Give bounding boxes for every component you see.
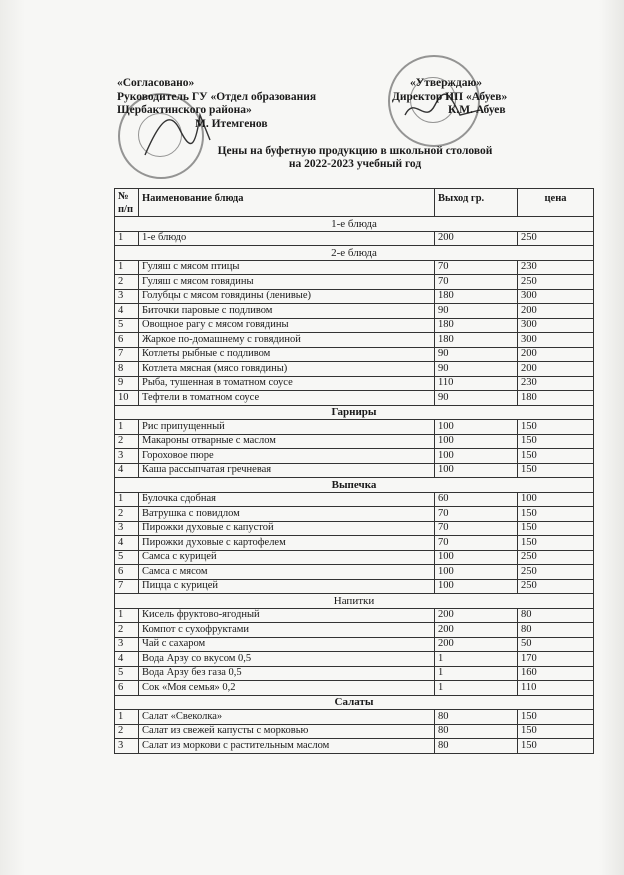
- dish-price: 250: [518, 550, 594, 565]
- document-title: [205, 145, 505, 171]
- dish-yield: 80: [435, 724, 518, 739]
- dish-yield: 1: [435, 681, 518, 696]
- dish-price: 150: [518, 434, 594, 449]
- row-number: 4: [115, 536, 139, 551]
- dish-name: Пирожки духовые с картофелем: [139, 536, 435, 551]
- dish-price: 150: [518, 507, 594, 522]
- dish-name: Котлеты рыбные с подливом: [139, 347, 435, 362]
- row-number: 6: [115, 681, 139, 696]
- confirm-line2: Директор ИП «Абуев»: [392, 90, 508, 103]
- header-price: цена: [518, 189, 594, 217]
- dish-yield: 70: [435, 521, 518, 536]
- dish-price: 230: [518, 376, 594, 391]
- table-row: [115, 362, 594, 377]
- dish-price: 150: [518, 521, 594, 536]
- table-row: [115, 347, 594, 362]
- dish-price: 250: [518, 275, 594, 290]
- approval-line3: Щербактинского района»: [117, 104, 252, 116]
- dish-name: Самса с курицей: [139, 550, 435, 565]
- dish-name: Сок «Моя семья» 0,2: [139, 681, 435, 696]
- row-number: 2: [115, 623, 139, 638]
- row-number: 7: [115, 347, 139, 362]
- confirm-signer: К.М. Абуев: [448, 104, 506, 116]
- header-number-line1: №: [118, 191, 129, 202]
- dish-name: Вода Арзу со вкусом 0,5: [139, 652, 435, 667]
- dish-name: Булочка сдобная: [139, 492, 435, 507]
- header-yield: Выход гр.: [435, 189, 518, 217]
- dish-yield: 70: [435, 260, 518, 275]
- row-number: 6: [115, 565, 139, 580]
- row-number: 2: [115, 507, 139, 522]
- dish-name: Салат «Свеколка»: [139, 710, 435, 725]
- section-header-row: [115, 478, 594, 493]
- dish-yield: 100: [435, 449, 518, 464]
- header-number-line2: п/п: [118, 204, 134, 215]
- dish-price: 230: [518, 260, 594, 275]
- section-header-row: [115, 695, 594, 710]
- dish-yield: 1: [435, 652, 518, 667]
- row-number: 4: [115, 304, 139, 319]
- row-number: 3: [115, 637, 139, 652]
- dish-yield: 180: [435, 333, 518, 348]
- dish-name: Гуляш с мясом говядины: [139, 275, 435, 290]
- row-number: 1: [115, 231, 139, 246]
- dish-yield: 70: [435, 275, 518, 290]
- section-title: Выпечка: [115, 478, 594, 493]
- section-header-row: [115, 405, 594, 420]
- approval-line1: «Согласовано»: [117, 77, 195, 89]
- row-number: 6: [115, 333, 139, 348]
- dish-name: Кисель фруктово-ягодный: [139, 608, 435, 623]
- table-row: [115, 333, 594, 348]
- row-number: 1: [115, 260, 139, 275]
- row-number: 3: [115, 739, 139, 754]
- dish-name: Ватрушка с повидлом: [139, 507, 435, 522]
- dish-price: 300: [518, 318, 594, 333]
- row-number: 9: [115, 376, 139, 391]
- dish-yield: 90: [435, 347, 518, 362]
- table-row: [115, 652, 594, 667]
- table-row: [115, 666, 594, 681]
- dish-yield: 180: [435, 318, 518, 333]
- dish-name: Макароны отварные с маслом: [139, 434, 435, 449]
- table-row: [115, 391, 594, 406]
- table-row: [115, 579, 594, 594]
- row-number: 5: [115, 550, 139, 565]
- dish-yield: 70: [435, 536, 518, 551]
- table-row: [115, 492, 594, 507]
- dish-price: 50: [518, 637, 594, 652]
- approval-signer: М. Итемгенов: [195, 117, 268, 130]
- dish-price: 110: [518, 681, 594, 696]
- row-number: 7: [115, 579, 139, 594]
- dish-price: 150: [518, 710, 594, 725]
- dish-price: 160: [518, 666, 594, 681]
- dish-price: 150: [518, 449, 594, 464]
- dish-name: Пицца с курицей: [139, 579, 435, 594]
- dish-yield: 90: [435, 304, 518, 319]
- section-title: 1-е блюда: [115, 217, 594, 232]
- table-row: [115, 521, 594, 536]
- table-row: [115, 637, 594, 652]
- table-row: [115, 681, 594, 696]
- dish-name: Биточки паровые с подливом: [139, 304, 435, 319]
- table-row: [115, 449, 594, 464]
- table-row: [115, 623, 594, 638]
- dish-name: Тефтели в томатном соусе: [139, 391, 435, 406]
- dish-yield: 90: [435, 391, 518, 406]
- table-row: [115, 231, 594, 246]
- dish-name: Гуляш с мясом птицы: [139, 260, 435, 275]
- dish-yield: 80: [435, 739, 518, 754]
- dish-price: 100: [518, 492, 594, 507]
- dish-name: Гороховое пюре: [139, 449, 435, 464]
- dish-yield: 200: [435, 231, 518, 246]
- dish-yield: 90: [435, 362, 518, 377]
- dish-name: Котлета мясная (мясо говядины): [139, 362, 435, 377]
- dish-yield: 110: [435, 376, 518, 391]
- dish-name: Салат из свежей капусты с морковью: [139, 724, 435, 739]
- row-number: 1: [115, 420, 139, 435]
- row-number: 5: [115, 318, 139, 333]
- dish-name: Овощное рагу с мясом говядины: [139, 318, 435, 333]
- dish-yield: 80: [435, 710, 518, 725]
- dish-yield: 60: [435, 492, 518, 507]
- dish-yield: 200: [435, 608, 518, 623]
- dish-yield: 200: [435, 623, 518, 638]
- table-row: [115, 724, 594, 739]
- dish-price: 150: [518, 420, 594, 435]
- table-row: [115, 608, 594, 623]
- table-row: [115, 507, 594, 522]
- dish-yield: 70: [435, 507, 518, 522]
- table-row: [115, 565, 594, 580]
- row-number: 1: [115, 608, 139, 623]
- table-row: [115, 260, 594, 275]
- title-line2: на 2022-2023 учебный год: [288, 158, 422, 170]
- dish-price: 80: [518, 608, 594, 623]
- row-number: 4: [115, 652, 139, 667]
- section-title: Гарниры: [115, 405, 594, 420]
- price-table: [114, 188, 594, 754]
- row-number: 2: [115, 434, 139, 449]
- dish-name: Чай с сахаром: [139, 637, 435, 652]
- row-number: 1: [115, 710, 139, 725]
- dish-name: Голубцы с мясом говядины (ленивые): [139, 289, 435, 304]
- table-row: [115, 275, 594, 290]
- row-number: 4: [115, 463, 139, 478]
- header-number: [115, 189, 139, 217]
- table-row: [115, 420, 594, 435]
- dish-price: 150: [518, 724, 594, 739]
- dish-price: 200: [518, 362, 594, 377]
- dish-price: 250: [518, 565, 594, 580]
- dish-yield: 100: [435, 579, 518, 594]
- table-row: [115, 434, 594, 449]
- dish-name: Рис припущенный: [139, 420, 435, 435]
- dish-name: Жаркое по-домашнему с говядиной: [139, 333, 435, 348]
- approval-line2: Руководитель ГУ «Отдел образования: [117, 90, 317, 103]
- table-row: [115, 536, 594, 551]
- dish-name: Рыба, тушенная в томатном соусе: [139, 376, 435, 391]
- dish-price: 150: [518, 536, 594, 551]
- section-title: 2-е блюда: [115, 246, 594, 261]
- dish-price: 300: [518, 289, 594, 304]
- dish-price: 250: [518, 579, 594, 594]
- section-title: Салаты: [115, 695, 594, 710]
- table-row: [115, 304, 594, 319]
- dish-price: 200: [518, 347, 594, 362]
- confirm-line1: «Утверждаю»: [410, 77, 482, 89]
- row-number: 2: [115, 724, 139, 739]
- table-header-row: [115, 189, 594, 217]
- dish-yield: 100: [435, 550, 518, 565]
- row-number: 3: [115, 449, 139, 464]
- table-body: [115, 217, 594, 754]
- dish-price: 150: [518, 739, 594, 754]
- dish-name: 1-е блюдо: [139, 231, 435, 246]
- row-number: 1: [115, 492, 139, 507]
- dish-name: Салат из моркови с растительным маслом: [139, 739, 435, 754]
- dish-price: 80: [518, 623, 594, 638]
- row-number: 5: [115, 666, 139, 681]
- table-row: [115, 710, 594, 725]
- table-row: [115, 739, 594, 754]
- dish-yield: 100: [435, 463, 518, 478]
- dish-name: Каша рассыпчатая гречневая: [139, 463, 435, 478]
- table-row: [115, 463, 594, 478]
- dish-yield: 180: [435, 289, 518, 304]
- table-row: [115, 376, 594, 391]
- dish-yield: 100: [435, 434, 518, 449]
- row-number: 2: [115, 275, 139, 290]
- section-header-row: [115, 217, 594, 232]
- dish-yield: 200: [435, 637, 518, 652]
- title-line1: Цены на буфетную продукцию в школьной столовой: [217, 145, 493, 157]
- section-header-row: [115, 594, 594, 609]
- row-number: 3: [115, 289, 139, 304]
- table-row: [115, 550, 594, 565]
- row-number: 3: [115, 521, 139, 536]
- dish-yield: 1: [435, 666, 518, 681]
- dish-name: Пирожки духовые с капустой: [139, 521, 435, 536]
- dish-name: Вода Арзу без газа 0,5: [139, 666, 435, 681]
- approval-block: [117, 77, 347, 131]
- dish-name: Самса с мясом: [139, 565, 435, 580]
- table-row: [115, 289, 594, 304]
- section-header-row: [115, 246, 594, 261]
- dish-price: 180: [518, 391, 594, 406]
- row-number: 10: [115, 391, 139, 406]
- confirmation-block: [392, 77, 542, 118]
- dish-yield: 100: [435, 420, 518, 435]
- dish-price: 300: [518, 333, 594, 348]
- dish-price: 200: [518, 304, 594, 319]
- dish-price: 150: [518, 463, 594, 478]
- dish-price: 250: [518, 231, 594, 246]
- table-row: [115, 318, 594, 333]
- dish-price: 170: [518, 652, 594, 667]
- section-title: Напитки: [115, 594, 594, 609]
- header-name: Наименование блюда: [139, 189, 435, 217]
- dish-yield: 100: [435, 565, 518, 580]
- row-number: 8: [115, 362, 139, 377]
- dish-name: Компот с сухофруктами: [139, 623, 435, 638]
